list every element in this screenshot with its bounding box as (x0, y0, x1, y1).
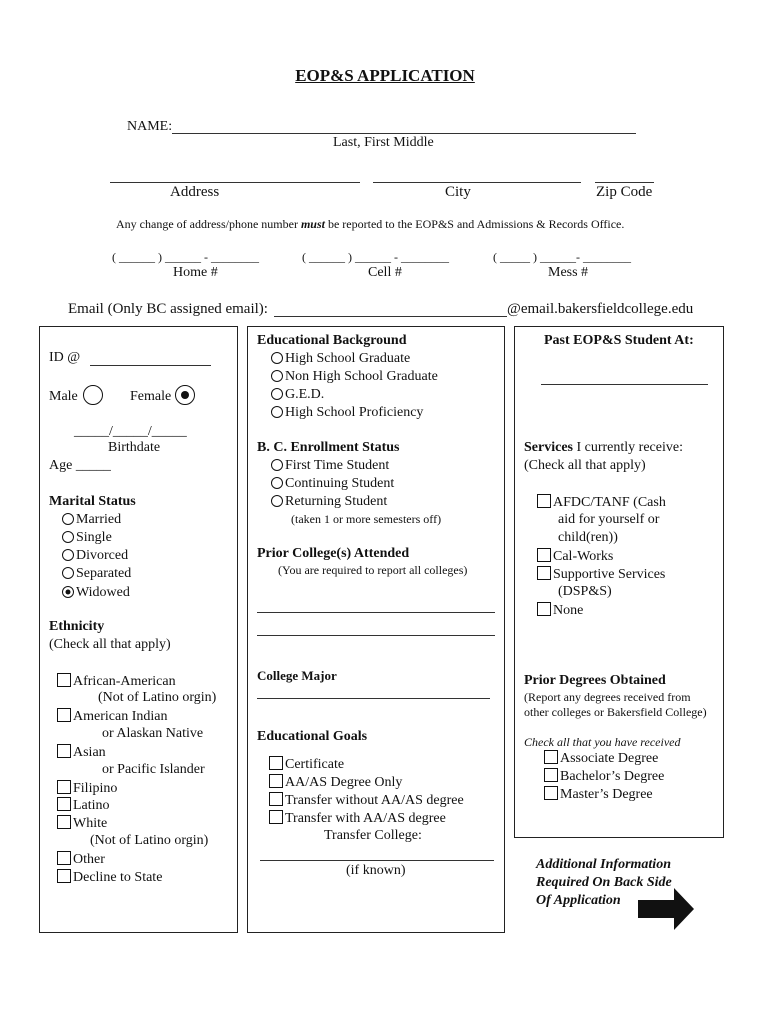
prior-colleges-heading: Prior College(s) Attended (257, 546, 410, 561)
checkbox[interactable] (57, 797, 71, 811)
checkbox[interactable] (544, 768, 558, 782)
edu-hs-grad[interactable]: High School Graduate (271, 351, 410, 367)
service-afdc-line2: aid for yourself or (558, 512, 660, 527)
name-hint: Last, First Middle (333, 135, 434, 150)
email-label: Email (Only BC assigned email): (68, 301, 268, 317)
goal-transfer-with[interactable]: Transfer with AA/AS degree (269, 810, 446, 827)
city-field[interactable] (373, 182, 581, 183)
married-radio[interactable] (62, 513, 74, 525)
email-domain: @email.bakersfieldcollege.edu (507, 301, 694, 317)
eth-other[interactable]: Other (57, 851, 105, 868)
email-field[interactable] (274, 316, 507, 317)
address-hint: Address (170, 184, 220, 200)
edu-hs-proficiency[interactable]: High School Proficiency (271, 405, 423, 421)
home-phone-hint: Home # (173, 265, 218, 280)
enroll-returning-note: (taken 1 or more semesters off) (291, 512, 442, 526)
service-calworks[interactable]: Cal-Works (537, 548, 613, 565)
radio[interactable] (271, 459, 283, 471)
female-option[interactable]: Female (130, 385, 197, 405)
mess-phone-hint: Mess # (548, 265, 589, 280)
service-afdc[interactable]: AFDC/TANF (Cash (537, 494, 666, 511)
marital-widowed[interactable]: Widowed (62, 585, 130, 601)
eth-asian-note: or Pacific Islander (102, 762, 205, 777)
radio[interactable] (271, 495, 283, 507)
footer-line-1: Additional Information (536, 857, 671, 872)
page-title: EOP&S APPLICATION (295, 66, 475, 85)
single-radio[interactable] (62, 531, 74, 543)
birthdate-label: Birthdate (108, 440, 161, 455)
goal-certificate[interactable]: Certificate (269, 756, 344, 773)
college-major-field[interactable] (257, 698, 490, 699)
prior-degrees-check-note: Check all that you have received (524, 735, 681, 749)
checkbox[interactable] (57, 708, 71, 722)
checkbox[interactable] (269, 756, 283, 770)
divorced-radio[interactable] (62, 549, 74, 561)
checkbox[interactable] (57, 673, 71, 687)
marital-separated[interactable]: Separated (62, 566, 131, 582)
cell-phone-hint: Cell # (368, 265, 402, 280)
prior-colleges-note: (You are required to report all colleges) (278, 563, 468, 577)
checkbox[interactable] (57, 815, 71, 829)
checkbox[interactable] (537, 602, 551, 616)
enrollment-heading: B. C. Enrollment Status (257, 440, 400, 455)
zip-field[interactable] (595, 182, 654, 183)
name-field[interactable] (172, 133, 636, 134)
radio[interactable] (271, 388, 283, 400)
cell-phone-field[interactable]: ( ______ ) ______ - ________ (302, 250, 449, 264)
marital-single[interactable]: Single (62, 530, 112, 546)
edu-non-hs-grad[interactable]: Non High School Graduate (271, 369, 438, 385)
if-known-hint: (if known) (346, 863, 406, 878)
address-change-notice: Any change of address/phone number must be reported to the EOP&S and Admissions & Records Office. (116, 217, 625, 231)
enroll-continuing[interactable]: Continuing Student (271, 476, 394, 492)
degree-master[interactable]: Master’s Degree (544, 786, 653, 803)
transfer-college-field[interactable] (260, 860, 494, 861)
prior-degrees-heading: Prior Degrees Obtained (524, 673, 666, 688)
checkbox[interactable] (537, 566, 551, 580)
message-phone-field[interactable]: ( _____ ) ______- ________ (493, 250, 631, 264)
id-label: ID @ (49, 350, 81, 365)
past-eops-heading: Past EOP&S Student At: (544, 333, 694, 348)
marital-married[interactable]: Married (62, 512, 121, 528)
footer-line-3: Of Application (536, 893, 621, 908)
service-afdc-line3: child(ren)) (558, 530, 618, 545)
checkbox[interactable] (544, 750, 558, 764)
eth-white-note: (Not of Latino orgin) (90, 833, 209, 848)
prior-degrees-note-1: (Report any degrees received from (524, 690, 691, 704)
eth-filipino[interactable]: Filipino (57, 780, 117, 797)
service-supportive[interactable]: Supportive Services (537, 566, 665, 583)
edu-background-heading: Educational Background (257, 333, 407, 348)
checkbox[interactable] (269, 774, 283, 788)
goal-aa-only[interactable]: AA/AS Degree Only (269, 774, 402, 791)
widowed-radio[interactable] (62, 586, 74, 598)
footer-line-2: Required On Back Side (536, 875, 672, 890)
prior-degrees-note-2: other colleges or Bakersfield College) (524, 705, 707, 719)
services-sub: (Check all that apply) (524, 458, 646, 473)
service-supportive-line2: (DSP&S) (558, 584, 612, 599)
checkbox[interactable] (57, 744, 71, 758)
service-none[interactable]: None (537, 602, 583, 619)
degree-associate[interactable]: Associate Degree (544, 750, 658, 767)
right-arrow-icon (638, 888, 694, 930)
eth-white[interactable]: White (57, 815, 107, 832)
eth-african-american[interactable]: African-American (57, 673, 176, 690)
male-option[interactable]: Male (49, 385, 105, 405)
eth-asian[interactable]: Asian (57, 744, 106, 761)
ethnicity-sub: (Check all that apply) (49, 637, 171, 652)
female-radio[interactable] (175, 385, 195, 405)
marital-divorced[interactable]: Divorced (62, 548, 128, 564)
eth-decline[interactable]: Decline to State (57, 869, 162, 886)
goal-transfer-without[interactable]: Transfer without AA/AS degree (269, 792, 464, 809)
checkbox[interactable] (57, 851, 71, 865)
separated-radio[interactable] (62, 567, 74, 579)
checkbox[interactable] (57, 780, 71, 794)
services-heading: Services I currently receive: (524, 440, 683, 455)
id-field[interactable] (90, 365, 211, 366)
enroll-first-time[interactable]: First Time Student (271, 458, 389, 474)
name-label: NAME: (127, 119, 173, 134)
zip-hint: Zip Code (596, 184, 653, 200)
edu-goals-heading: Educational Goals (257, 729, 368, 744)
degree-bachelor[interactable]: Bachelor’s Degree (544, 768, 664, 785)
past-eops-field[interactable] (541, 384, 708, 385)
birthdate-field[interactable]: _____/_____/_____ (74, 424, 187, 439)
checkbox[interactable] (544, 786, 558, 800)
radio[interactable] (271, 477, 283, 489)
checkbox[interactable] (537, 494, 551, 508)
college-major-heading: College Major (257, 668, 337, 683)
checkbox[interactable] (269, 810, 283, 824)
enroll-returning[interactable]: Returning Student (271, 494, 387, 510)
eth-indian-note: or Alaskan Native (102, 726, 204, 741)
ethnicity-heading: Ethnicity (49, 619, 105, 634)
eth-african-note: (Not of Latino orgin) (98, 690, 217, 705)
edu-ged[interactable]: G.E.D. (271, 387, 324, 403)
eth-latino[interactable]: Latino (57, 797, 110, 814)
age-field[interactable]: Age _____ (49, 458, 111, 473)
transfer-college-label: Transfer College: (324, 828, 422, 843)
home-phone-field[interactable]: ( ______ ) ______ - ________ (112, 250, 259, 264)
checkbox[interactable] (57, 869, 71, 883)
city-hint: City (445, 184, 471, 200)
address-field[interactable] (110, 182, 360, 183)
male-radio[interactable] (83, 385, 103, 405)
radio[interactable] (271, 370, 283, 382)
marital-heading: Marital Status (49, 494, 136, 509)
prior-college-field-2[interactable] (257, 635, 495, 636)
checkbox[interactable] (537, 548, 551, 562)
radio[interactable] (271, 406, 283, 418)
eth-american-indian[interactable]: American Indian (57, 708, 167, 725)
checkbox[interactable] (269, 792, 283, 806)
radio[interactable] (271, 352, 283, 364)
prior-college-field-1[interactable] (257, 612, 495, 613)
